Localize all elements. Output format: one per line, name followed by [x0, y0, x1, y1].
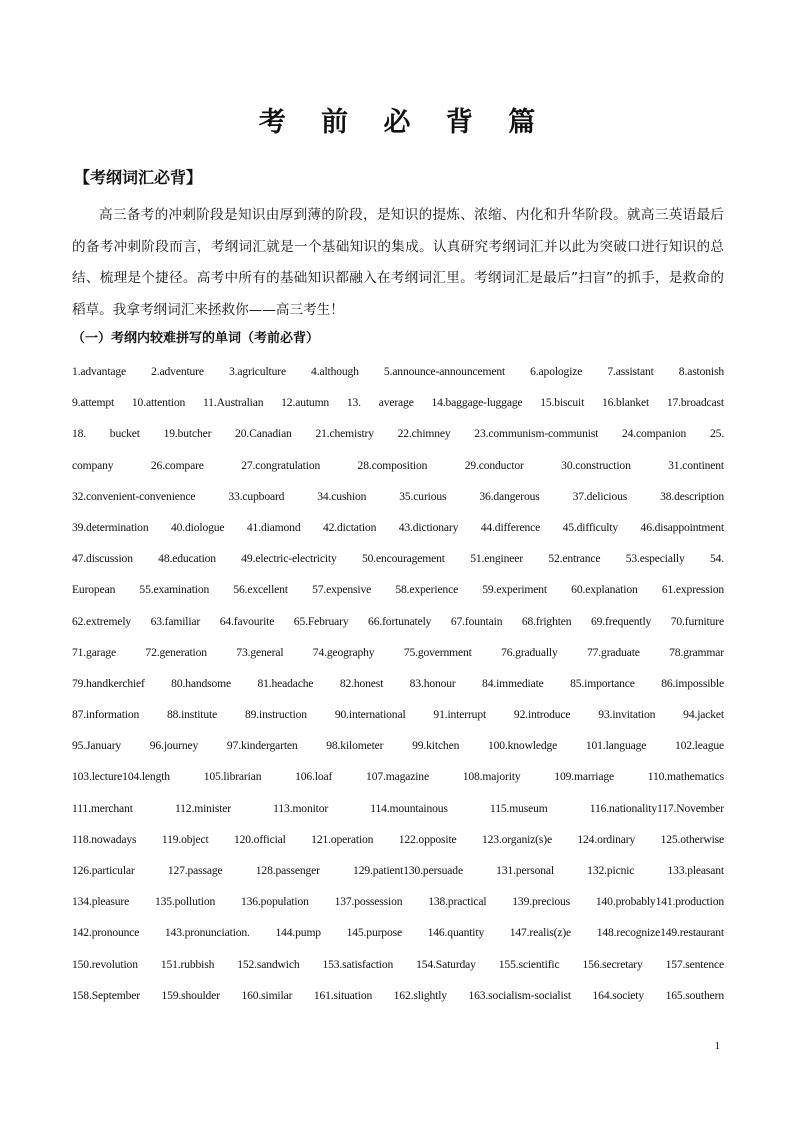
- word-line: 62.extremely 63.familiar 64.favourite 65.February 66.fortunately 67.fountain 68.frighten 69.frequently 70.furniture: [72, 614, 724, 628]
- word-line: 79.handkerchief 80.handsome 81.headache 82.honest 83.honour 84.immediate 85.importance 86.impossible: [72, 676, 724, 690]
- word-line: 18. bucket 19.butcher 20.Canadian 21.chemistry 22.chimney 23.communism-communist 24.companion 25.: [72, 427, 724, 441]
- word-line: 118.nowadays 119.object 120.official 121.operation 122.opposite 123.organiz(s)e 124.ordinary 125.otherwise: [72, 832, 724, 846]
- word-line: 9.attempt 10.attention 11.Australian 12.autumn 13. average 14.baggage-luggage 15.biscuit 16.blanket 17.broadcast: [72, 396, 724, 410]
- word-line: 150.revolution 151.rubbish 152.sandwich 153.satisfaction 154.Saturday 155.scientific 156.secretary 157.sentence: [72, 957, 724, 971]
- word-line: 87.information 88.institute 89.instruction 90.international 91.interrupt 92.introduce 93.invitation 94.jacket: [72, 708, 724, 722]
- section-heading: 【考纲词汇必背】: [74, 168, 203, 187]
- word-line: company 26.compare 27.congratulation 28.composition 29.conductor 30.construction 31.continent: [72, 458, 724, 472]
- page-number: 1: [714, 1040, 720, 1052]
- word-line: 111.merchant 112.minister 113.monitor 114.mountainous 115.museum 116.nationality117.November: [72, 801, 724, 815]
- word-line: European 55.examination 56.excellent 57.expensive 58.experience 59.experiment 60.explanation 61.expression: [72, 583, 724, 597]
- word-line: 103.lecture104.length 105.librarian 106.loaf 107.magazine 108.majority 109.marriage 110.mathematics: [72, 770, 724, 784]
- word-line: 142.pronounce 143.pronunciation. 144.pump 145.purpose 146.quantity 147.realis(z)e 148.recognize149.restaurant: [72, 926, 724, 940]
- word-line: 32.convenient-convenience 33.cupboard 34.cushion 35.curious 36.dangerous 37.delicious 38.description: [72, 489, 724, 503]
- word-list: [72, 356, 724, 1011]
- word-line: 95.January 96.journey 97.kindergarten 98.kilometer 99.kitchen 100.knowledge 101.language 102.league: [72, 739, 724, 753]
- word-line: 134.pleasure 135.pollution 136.population 137.possession 138.practical 139.precious 140.probably141.production: [72, 895, 724, 909]
- word-line: 47.discussion 48.education 49.electric-electricity 50.encouragement 51.engineer 52.entrance 53.especially 54.: [72, 552, 724, 566]
- word-line: 1.advantage 2.adventure 3.agriculture 4.although 5.announce-announcement 6.apologize 7.assistant 8.astonish: [72, 365, 724, 378]
- word-line: 71.garage 72.generation 73.general 74.geography 75.government 76.gradually 77.graduate 78.grammar: [72, 645, 724, 659]
- page-title: 考 前 必 背 篇: [258, 107, 549, 138]
- intro-paragraph: 高三备考的冲刺阶段是知识由厚到薄的阶段，是知识的提炼、浓缩、内化和升华阶段。就高三英语最后的备考冲刺阶段而言，考纲词汇就是一个基础知识的集成。认真研究考纲词汇并以此为突破口进行知识的总结、梳理是个捷径。高考中所有的基础知识都融入在考纲词汇里。考纲词汇是最后”扫盲”的抓手，是救命的稻草。我拿考纲词汇来拯救你——高三考生！: [72, 207, 724, 318]
- subsection-heading: （一）考纲内较难拼写的单词（考前必背）: [72, 331, 320, 346]
- word-line: 126.particular 127.passage 128.passenger 129.patient130.persuade 131.personal 132.picnic 133.pleasant: [72, 864, 724, 877]
- word-line: 158.September 159.shoulder 160.similar 161.situation 162.slightly 163.socialism-socialist 164.society 165.southern: [72, 988, 724, 1002]
- word-line: 39.determination 40.diologue 41.diamond 42.dictation 43.dictionary 44.difference 45.difficulty 46.disappointment: [72, 520, 724, 534]
